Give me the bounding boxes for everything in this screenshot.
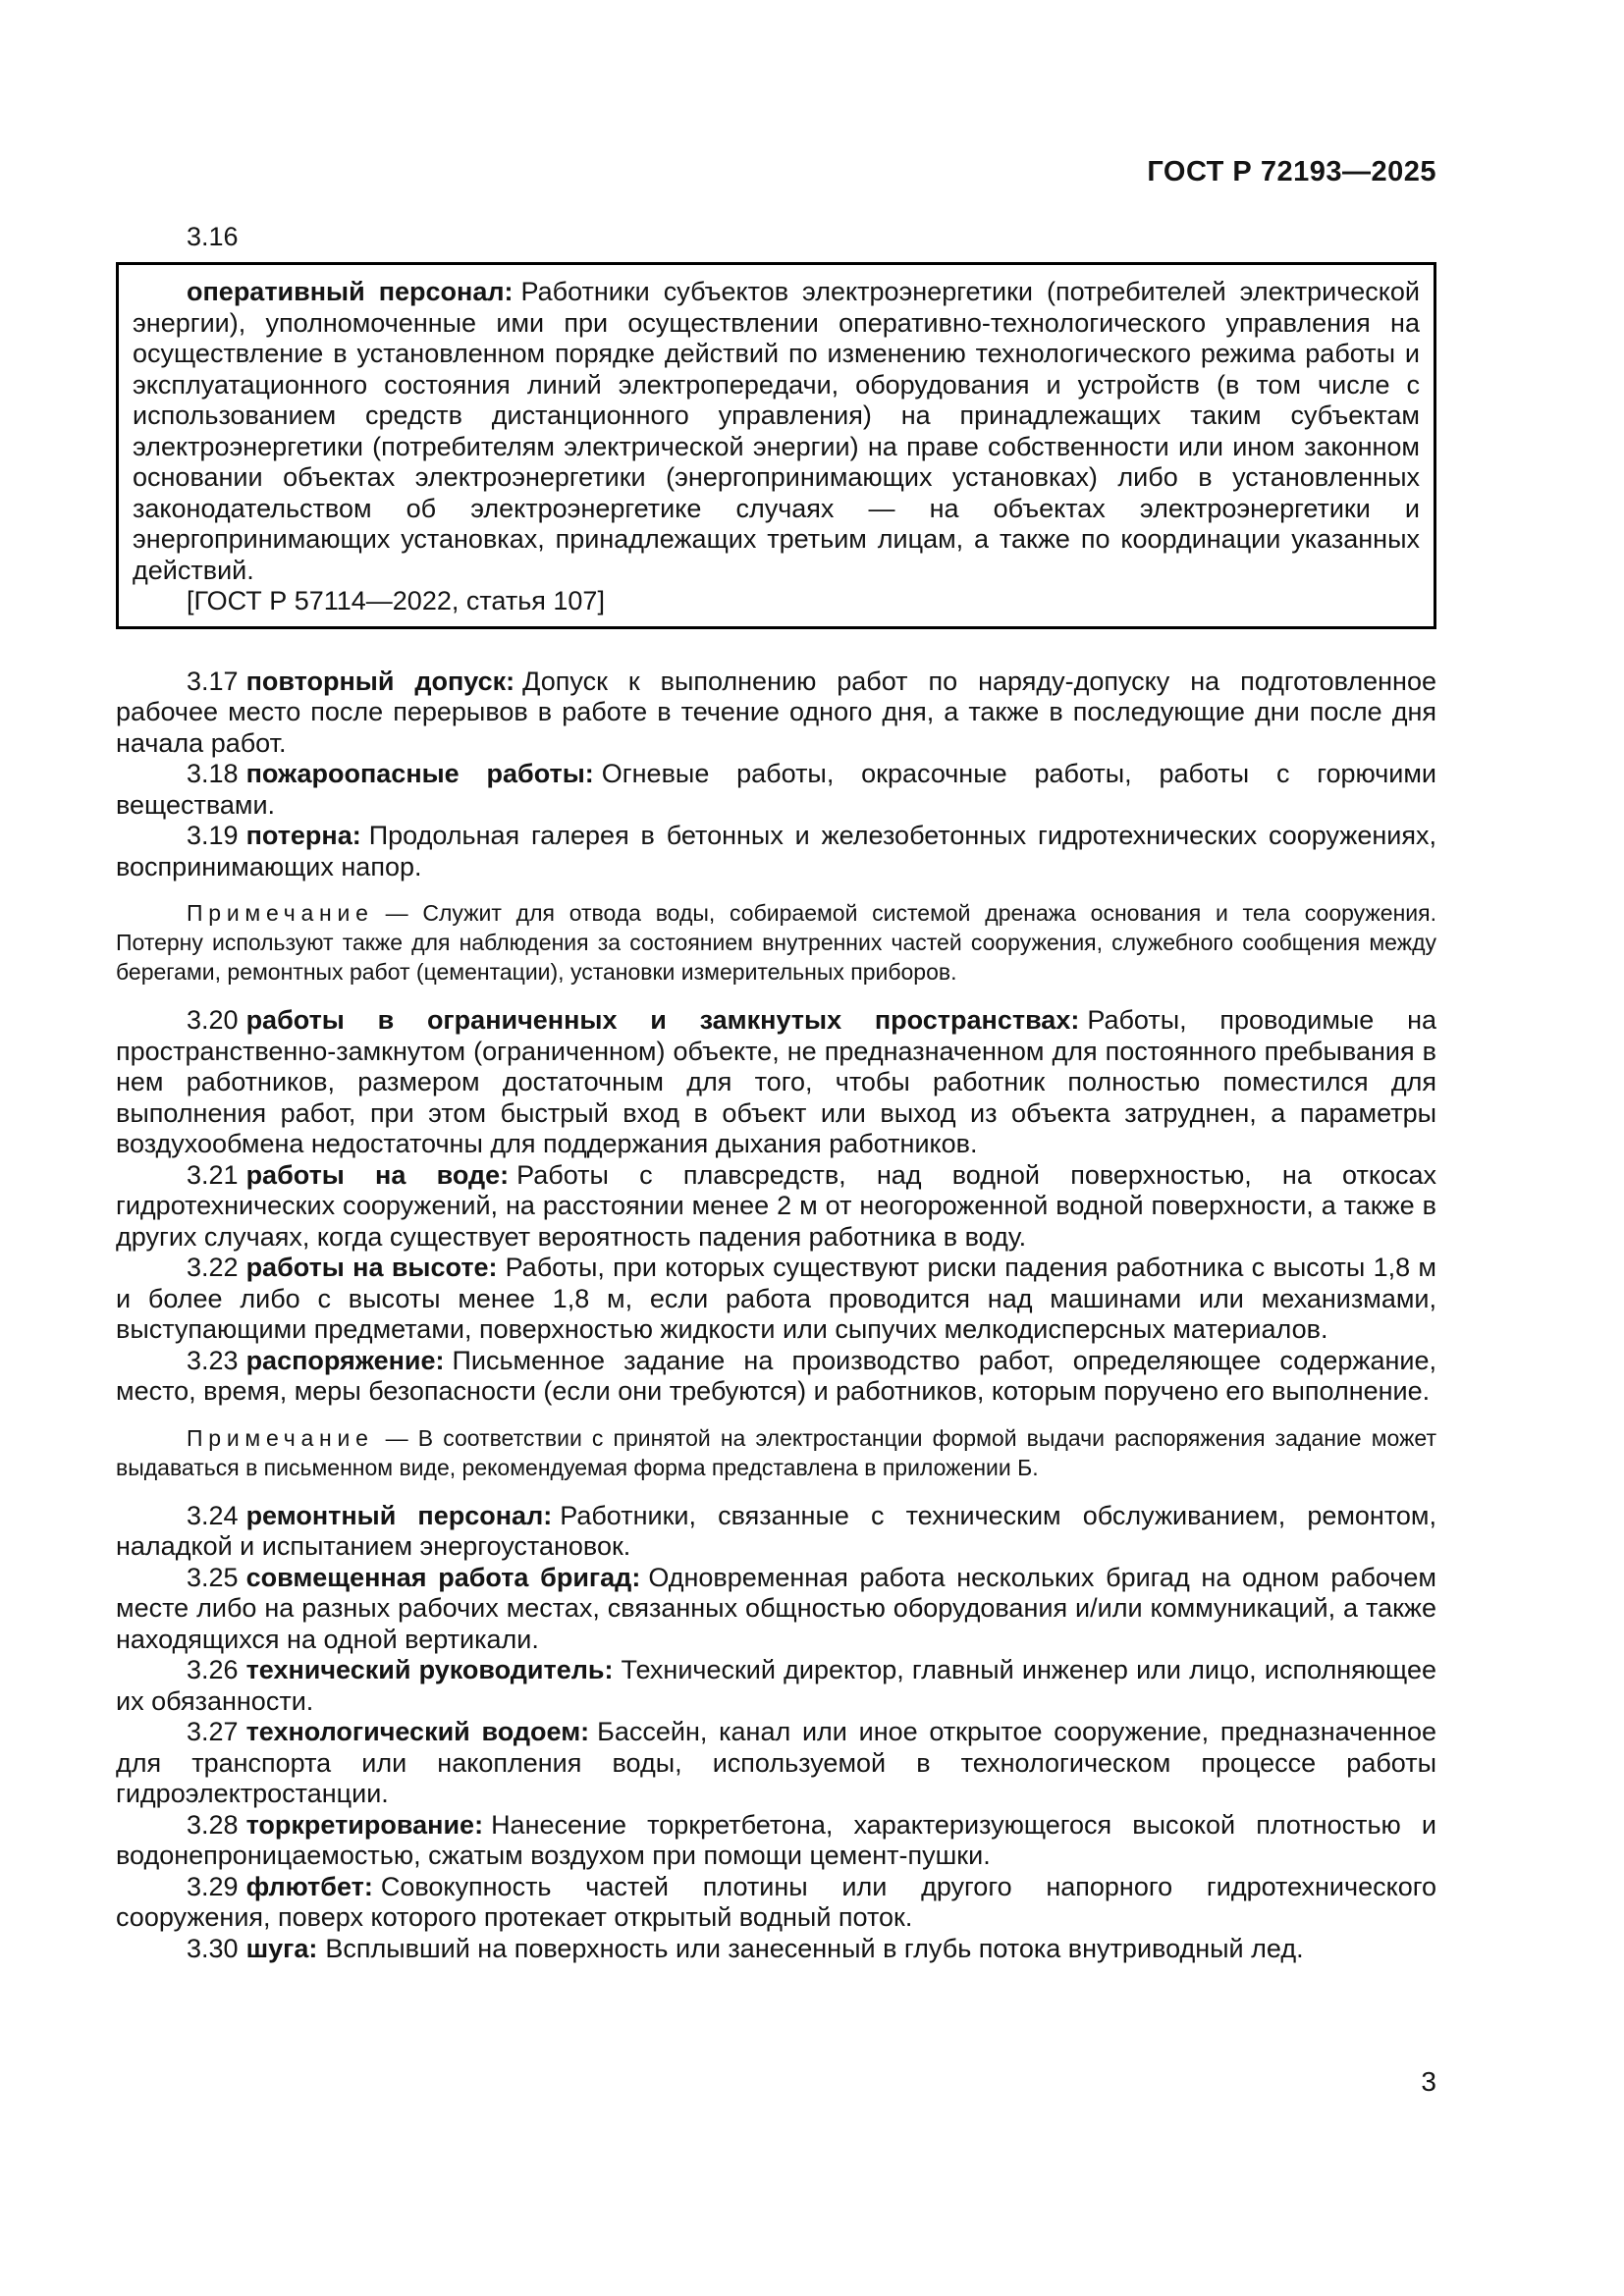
term-definition: Работы с плавсредств, над водной поверхностью, на откосах гидротехнических сооружений, на расстоянии менее 2 м от неогороженной водной поверхности, а также в других случаях, когда существует вероятность падения работника в воду. bbox=[116, 1159, 1436, 1252]
term-number: 3.20 bbox=[187, 1005, 239, 1035]
term-paragraph bbox=[116, 667, 1436, 760]
term-paragraph bbox=[116, 1810, 1436, 1872]
term-number: 3.27 bbox=[187, 1717, 239, 1746]
term-name: торкретирование: bbox=[245, 1809, 484, 1840]
term-paragraph bbox=[116, 1501, 1436, 1563]
term-name: технический руководитель: bbox=[245, 1655, 614, 1684]
term-number: 3.23 bbox=[187, 1345, 239, 1375]
page-number: 3 bbox=[1421, 2066, 1436, 2097]
term-paragraph bbox=[116, 1655, 1436, 1717]
term-number: 3.21 bbox=[187, 1159, 239, 1190]
document-title: ГОСТ Р 72193—2025 bbox=[1147, 156, 1436, 187]
term-definition: Работы, при которых существуют риски падения работника с высоты 1,8 м и более либо с высоты менее 1,8 м, если работа проводится над машинами или механизмами, выступающими предметами, поверхностью жидкости или сыпучих мелкодисперсных материалов. bbox=[116, 1253, 1436, 1344]
term-number: 3.18 bbox=[187, 759, 239, 788]
term-paragraph bbox=[116, 1253, 1436, 1346]
term-paragraph bbox=[116, 1717, 1436, 1810]
term-name: совмещенная работа бригад: bbox=[245, 1562, 641, 1592]
term-name: работы в ограниченных и замкнутых пространствах: bbox=[245, 1005, 1080, 1035]
term-paragraph bbox=[116, 1872, 1436, 1934]
term-name: повторный допуск: bbox=[245, 666, 515, 696]
term-paragraph bbox=[116, 1005, 1436, 1160]
term-name: пожароопасные работы: bbox=[245, 759, 594, 788]
term-definition: Работники субъектов электроэнергетики (потребителей электрической энергии), уполномоченные ими при осуществлении оперативно-технологического управления на осуществление в установленном порядке действий по изменению технологического режима работы и эксплуатационного состояния линий электропередачи, оборудования и устройств (в том числе с использованием средств дистанционного управления) на принадлежащих таким субъектам электроэнергетики (потребителям электрической энергии) на праве собственности или ином законном основании объектах электроэнергетики (энергопринимающих установках) либо в установленных законодательством об электроэнергетике случаях — на объектах электроэнергетики и энергопринимающих установках, принадлежащих третьим лицам, а также по координации указанных действий. bbox=[133, 277, 1420, 585]
term-name: потерна: bbox=[245, 821, 361, 850]
definition-paragraph bbox=[133, 277, 1420, 586]
note-label: Примечание bbox=[187, 900, 374, 926]
term-number: 3.25 bbox=[187, 1562, 239, 1592]
term-name: распоряжение: bbox=[245, 1345, 445, 1375]
terms-list bbox=[116, 667, 1436, 1965]
term-paragraph bbox=[116, 1346, 1436, 1408]
term-name: флютбет: bbox=[245, 1871, 373, 1901]
term-definition: Письменное задание на производство работ, определяющее содержание, место, время, меры безопасности (если они требуются) и работников, которым поручено его выполнение. bbox=[116, 1345, 1436, 1406]
term-definition: Работы, проводимые на пространственно-замкнутом (ограниченном) объекте, не предназначенном для постоянного пребывания в нем работников, размером достаточным для того, чтобы работник полностью поместился для выполнения работ, при этом быстрый вход в объект или выход из объекта затруднен, а параметры воздухообмена недостаточны для поддержания дыхания работников. bbox=[116, 1005, 1436, 1158]
note-label: Примечание bbox=[187, 1424, 374, 1451]
term-number: 3.22 bbox=[187, 1253, 239, 1282]
term-paragraph bbox=[116, 1160, 1436, 1254]
term-definition: Нанесение торкретбетона, характеризующегося высокой плотностью и водонепроницаемостью, сжатым воздухом при помощи цемент-пушки. bbox=[116, 1809, 1436, 1870]
note-text: — В соответствии с принятой на электростанции формой выдачи распоряжения задание может выдаваться в письменном виде, рекомендуемая форма представлена в приложении Б. bbox=[116, 1424, 1436, 1480]
term-definition: Одновременная работа нескольких бригад на одном рабочем месте либо на разных рабочих местах, связанных общностью оборудования и/или коммуникаций, а также находящихся на одной вертикали. bbox=[116, 1562, 1436, 1654]
term-name: технологический водоем: bbox=[245, 1717, 590, 1746]
term-definition: Работники, связанные с техническим обслуживанием, ремонтом, наладкой и испытанием энергоустановок. bbox=[116, 1500, 1436, 1561]
term-definition: Технический директор, главный инженер или лицо, исполняющее их обязанности. bbox=[116, 1655, 1436, 1716]
term-definition: Бассейн, канал или иное открытое сооружение, предназначенное для транспорта или накопления воды, используемой в технологическом процессе работы гидроэлектростанции. bbox=[116, 1717, 1436, 1808]
term-definition: Всплывший на поверхность или занесенный в глубь потока внутриводный лед. bbox=[325, 1933, 1304, 1963]
term-paragraph bbox=[116, 1934, 1436, 1965]
term-paragraph bbox=[116, 759, 1436, 821]
term-note bbox=[116, 898, 1436, 987]
term-name: ремонтный персонал: bbox=[245, 1500, 553, 1530]
term-number: 3.29 bbox=[187, 1871, 239, 1901]
term-number: 3.28 bbox=[187, 1809, 239, 1840]
term-name: работы на воде: bbox=[245, 1159, 510, 1190]
term-number: 3.24 bbox=[187, 1500, 239, 1530]
term-paragraph bbox=[116, 821, 1436, 882]
term-name: шуга: bbox=[245, 1933, 318, 1963]
term-definition: Совокупность частей плотины или другого напорного гидротехнического сооружения, поверх которого протекает открытый водный поток. bbox=[116, 1871, 1436, 1932]
term-paragraph bbox=[116, 1563, 1436, 1656]
term-name: работы на высоте: bbox=[245, 1253, 498, 1282]
clause-3-16-label: 3.16 bbox=[187, 222, 239, 251]
term-definition: Огневые работы, окрасочные работы, работы с горючими веществами. bbox=[116, 759, 1436, 820]
term-number: 3.30 bbox=[187, 1933, 239, 1963]
term-definition: Продольная галерея в бетонных и железобетонных гидротехнических сооружениях, воспринимающих напор. bbox=[116, 821, 1436, 881]
term-definition: Допуск к выполнению работ по наряду-допуску на подготовленное рабочее место после перерывов в работе в течение одного дня, а также в последующие дни после дня начала работ. bbox=[116, 666, 1436, 758]
note-text: — Служит для отвода воды, собираемой системой дренажа основания и тела сооружения. Потерну используют также для наблюдения за состоянием внутренних частей сооружения, служебного сообщения между берегами, ремонтных работ (цементации), установки измерительных приборов. bbox=[116, 900, 1436, 985]
term-number: 3.19 bbox=[187, 821, 239, 850]
term-note bbox=[116, 1423, 1436, 1482]
definition-source-reference: [ГОСТ Р 57114—2022, статья 107] bbox=[187, 586, 605, 615]
definition-box bbox=[116, 262, 1436, 629]
term-number: 3.26 bbox=[187, 1655, 239, 1684]
term-name: оперативный персонал: bbox=[187, 277, 514, 306]
term-number: 3.17 bbox=[187, 666, 239, 696]
